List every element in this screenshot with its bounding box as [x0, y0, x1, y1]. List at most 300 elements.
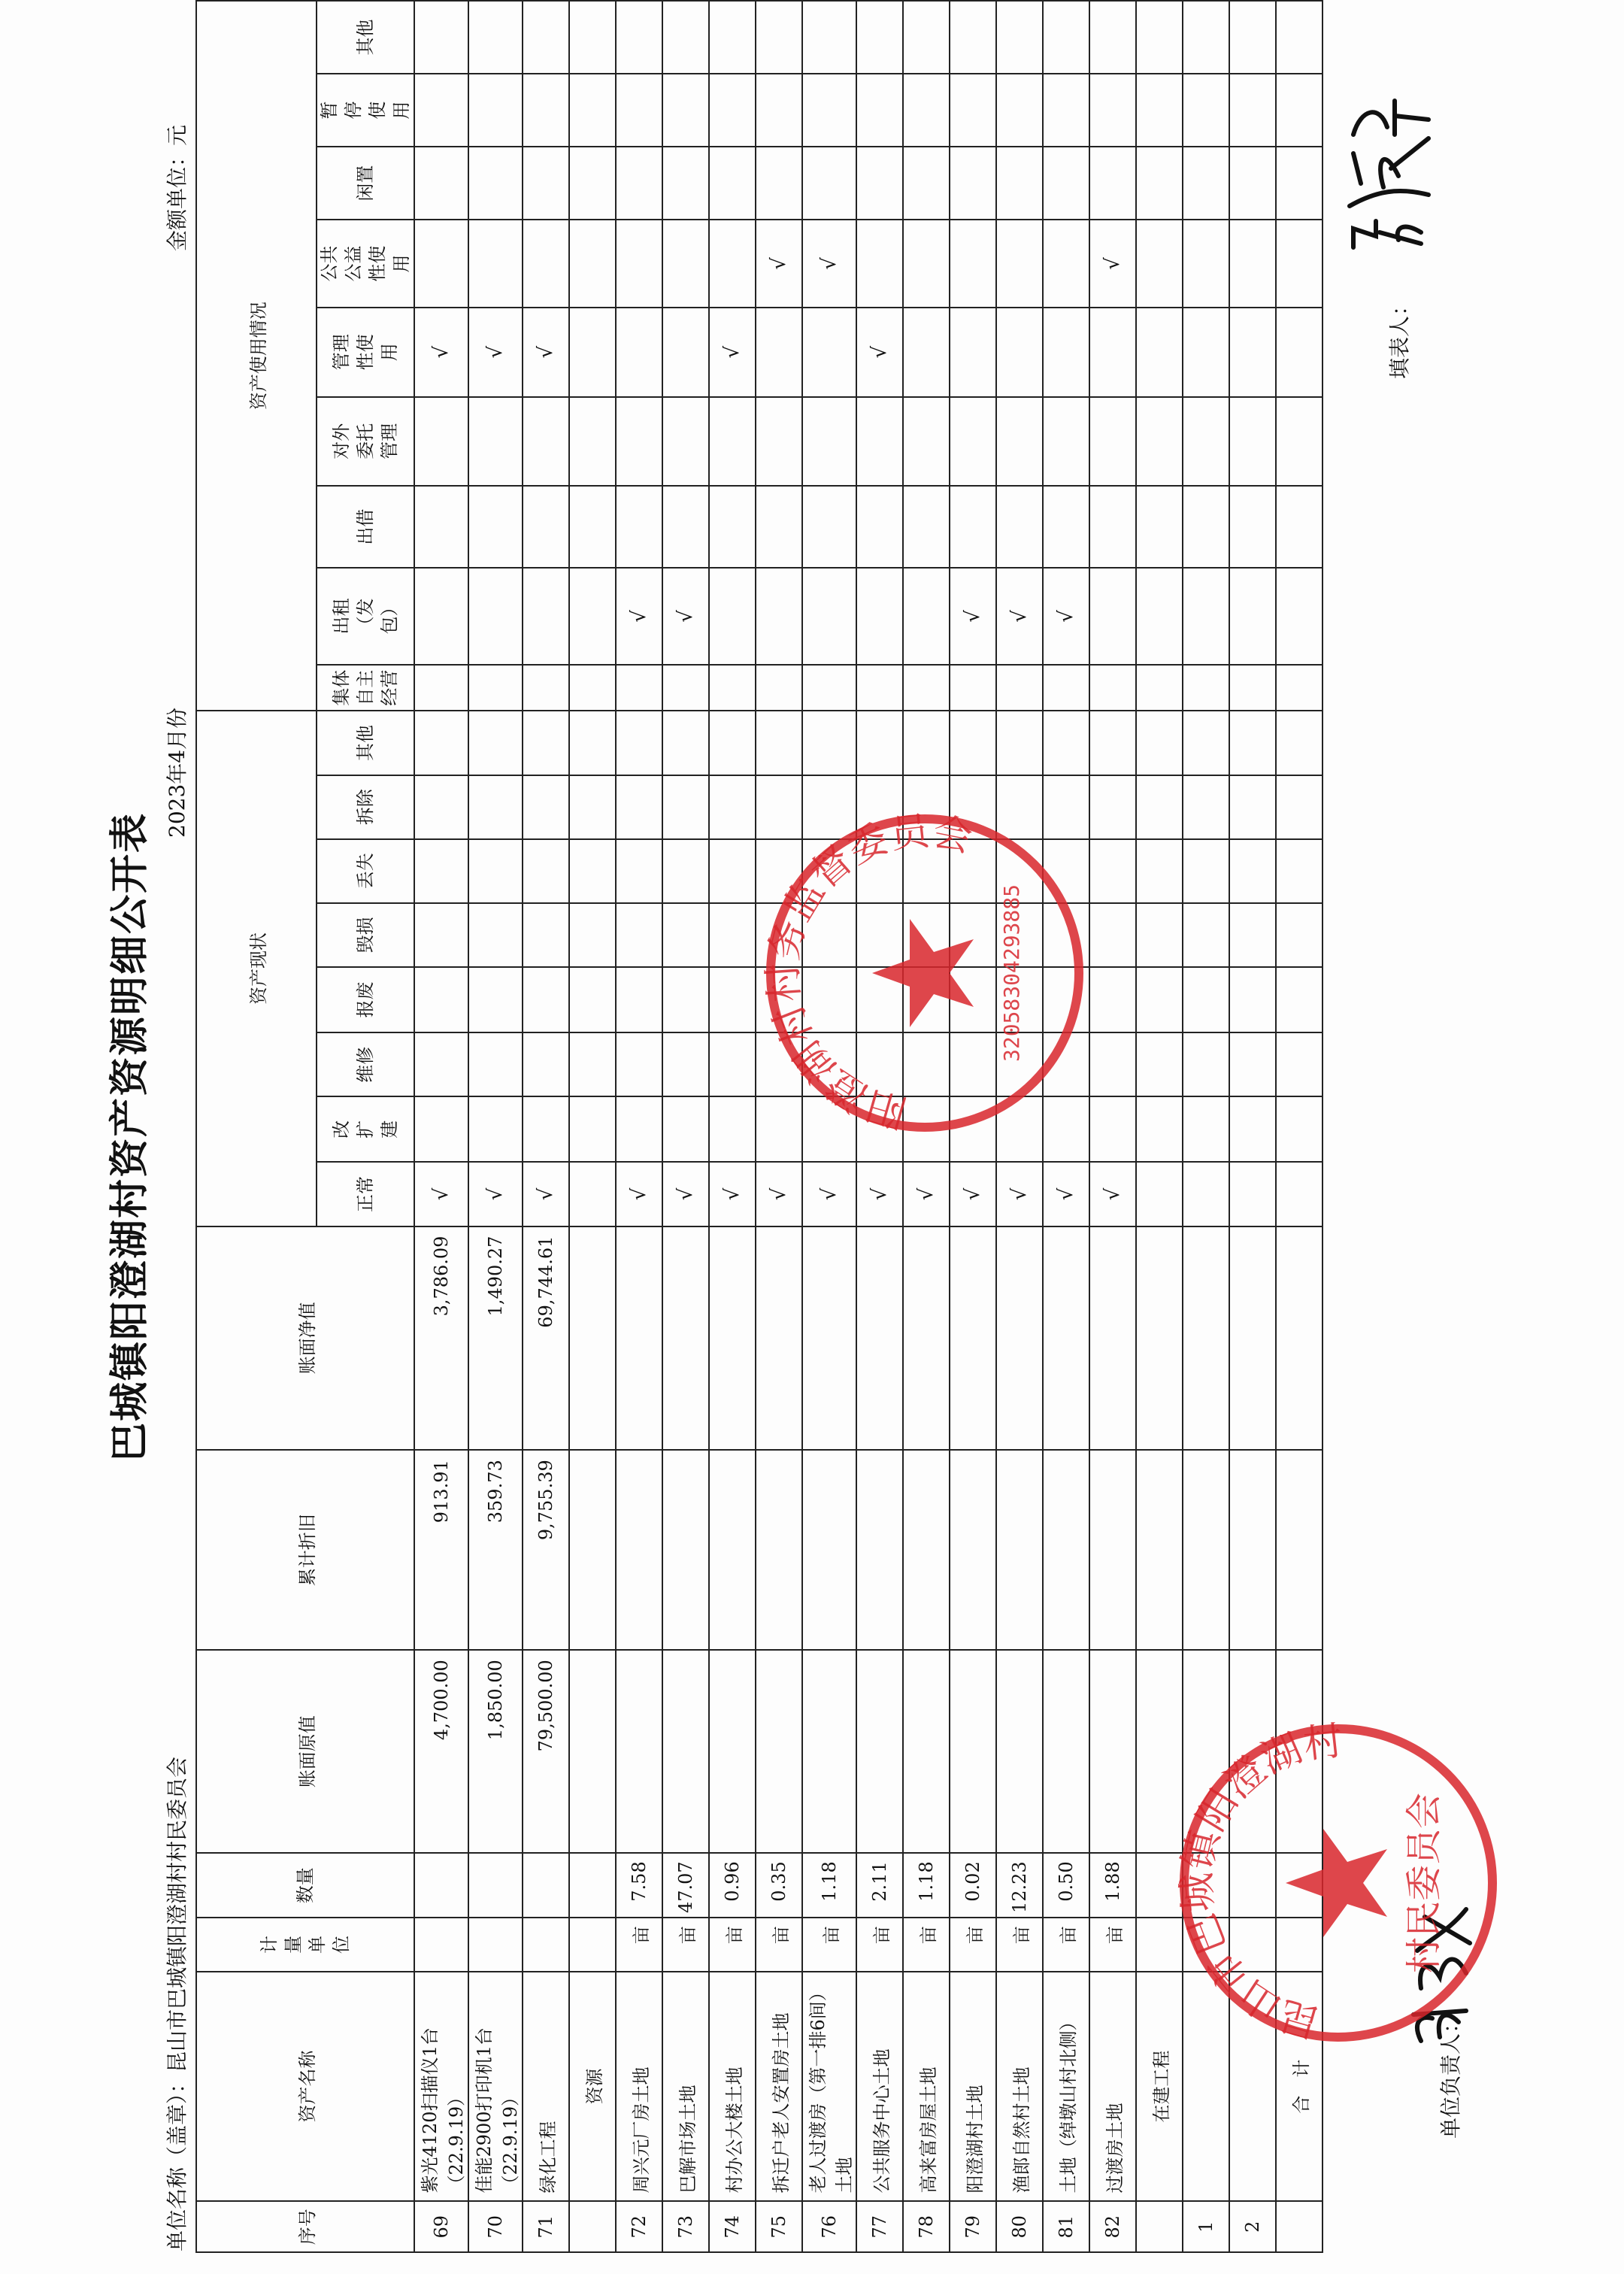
row-seq: 81 [1043, 2202, 1089, 2253]
row-usage-cell [756, 147, 802, 220]
header-status-4: 毁损 [317, 903, 414, 967]
row-usage-cell [616, 220, 662, 308]
row-usage-cell [1043, 1, 1089, 74]
row-status-cell [523, 839, 569, 903]
row-usage-cell [414, 74, 468, 147]
row-status-cell [468, 903, 523, 967]
row-status-cell [523, 903, 569, 967]
row-usage-cell [1089, 74, 1136, 147]
row-qty [523, 1853, 569, 1918]
row-original-value: 1,850.00 [468, 1650, 523, 1853]
row-status-cell [950, 711, 996, 775]
row-usage-cell [1136, 397, 1183, 487]
row-status-cell: √ [856, 1162, 903, 1226]
row-usage-cell [802, 486, 856, 568]
row-usage-cell [802, 147, 856, 220]
row-usage-cell [414, 568, 468, 665]
row-status-cell [709, 1096, 756, 1162]
row-usage-cell [1183, 74, 1229, 147]
row-usage-cell [756, 74, 802, 147]
svg-text:阳澄湖村村务监督委员会: 阳澄湖村村务监督委员会 [760, 808, 977, 1135]
table-row [616, 1, 662, 2252]
row-depreciation [569, 1450, 616, 1650]
unit-name: 单位名称（盖章）：昆山市巴城镇阳澄湖村村民委员会 [165, 1756, 189, 2251]
row-usage-cell [523, 665, 569, 711]
row-status-cell [414, 903, 468, 967]
row-status-cell: √ [1043, 1162, 1089, 1226]
row-unit [468, 1918, 523, 1971]
row-status-cell [414, 711, 468, 775]
row-seq: 78 [903, 2202, 950, 2253]
row-status-cell [1136, 839, 1183, 903]
header-usage-3: 对外 委托 管理 [317, 397, 414, 487]
row-status-cell [709, 711, 756, 775]
header-usage-4: 管理 性使 用 [317, 308, 414, 397]
row-usage-cell [662, 308, 709, 397]
row-usage-cell [1276, 568, 1323, 665]
row-usage-cell [1276, 220, 1323, 308]
row-status-cell: √ [468, 1162, 523, 1226]
row-seq: 76 [802, 2202, 856, 2253]
table-row [709, 1, 756, 2252]
row-status-cell [662, 839, 709, 903]
row-status-cell [1089, 711, 1136, 775]
row-usage-cell [1229, 220, 1276, 308]
row-status-cell: √ [523, 1162, 569, 1226]
row-status-cell [1276, 967, 1323, 1032]
row-status-cell [662, 1096, 709, 1162]
row-usage-cell: √ [414, 308, 468, 397]
row-status-cell [569, 967, 616, 1032]
row-name: 渔郎自然村土地 [996, 1972, 1043, 2202]
row-status-cell: √ [709, 1162, 756, 1226]
row-usage-cell [996, 486, 1043, 568]
row-usage-cell [950, 308, 996, 397]
row-original-value [856, 1650, 903, 1853]
row-usage-cell [616, 665, 662, 711]
row-usage-cell [1136, 147, 1183, 220]
row-usage-cell [1276, 1, 1323, 74]
row-original-value [903, 1650, 950, 1853]
row-qty: 2.11 [856, 1853, 903, 1918]
row-status-cell [569, 1096, 616, 1162]
row-status-cell: √ [903, 1162, 950, 1226]
row-usage-cell [1229, 308, 1276, 397]
row-status-cell [1183, 1096, 1229, 1162]
row-usage-cell [662, 397, 709, 487]
row-status-cell [569, 839, 616, 903]
row-name: 村办公大楼土地 [709, 1972, 756, 2202]
row-status-cell [1276, 1096, 1323, 1162]
row-name: 合 计 [1276, 1972, 1323, 2202]
row-usage-cell [903, 665, 950, 711]
row-usage-cell [950, 1, 996, 74]
row-status-cell [569, 1162, 616, 1226]
row-usage-cell: √ [662, 568, 709, 665]
row-usage-cell [1043, 74, 1089, 147]
row-name: 公共服务中心土地 [856, 1972, 903, 2202]
row-depreciation [996, 1450, 1043, 1650]
row-usage-cell [523, 486, 569, 568]
row-usage-cell [1089, 397, 1136, 487]
header-status-2: 维修 [317, 1032, 414, 1096]
header-status-1: 改 扩 建 [317, 1096, 414, 1162]
header-usage-6: 闲置 [317, 147, 414, 220]
row-usage-cell [1229, 147, 1276, 220]
leader-label: 单位负责人： [1438, 2012, 1463, 2139]
row-qty [569, 1853, 616, 1918]
row-net-value [756, 1226, 802, 1451]
row-usage-cell [468, 665, 523, 711]
row-usage-cell [1183, 568, 1229, 665]
row-usage-cell [1043, 220, 1089, 308]
filler-signature [1338, 93, 1436, 259]
row-unit: 亩 [709, 1918, 756, 1971]
row-usage-cell [569, 1, 616, 74]
row-status-cell [1276, 775, 1323, 839]
row-status-cell [1089, 903, 1136, 967]
row-original-value [569, 1650, 616, 1853]
row-depreciation [1183, 1450, 1229, 1650]
row-usage-cell [1183, 486, 1229, 568]
row-status-cell [1229, 1162, 1276, 1226]
row-status-cell [996, 711, 1043, 775]
row-status-cell: √ [950, 1162, 996, 1226]
row-net-value [1136, 1226, 1183, 1451]
row-status-cell [414, 1032, 468, 1096]
row-usage-cell [1276, 308, 1323, 397]
row-usage-cell [569, 74, 616, 147]
row-usage-cell [569, 220, 616, 308]
row-usage-cell [802, 308, 856, 397]
row-usage-cell: √ [996, 568, 1043, 665]
row-status-cell [468, 711, 523, 775]
row-usage-cell [802, 74, 856, 147]
row-usage-cell [414, 1, 468, 74]
row-usage-cell [709, 220, 756, 308]
row-usage-cell [1229, 397, 1276, 487]
row-usage-cell [903, 397, 950, 487]
row-status-cell [616, 903, 662, 967]
row-depreciation: 913.91 [414, 1450, 468, 1650]
row-usage-cell [1136, 220, 1183, 308]
row-usage-cell [756, 568, 802, 665]
row-usage-cell [414, 665, 468, 711]
row-name: 老人过渡房（第一排6间）土地 [802, 1972, 856, 2202]
row-name: 拆迁户老人安置房土地 [756, 1972, 802, 2202]
row-qty: 0.50 [1043, 1853, 1089, 1918]
row-name: 紫光4120扫描仪1台（22.9.19） [414, 1972, 468, 2202]
row-status-cell: √ [414, 1162, 468, 1226]
row-usage-cell [996, 308, 1043, 397]
row-usage-cell [523, 397, 569, 487]
row-usage-cell [1043, 308, 1089, 397]
row-original-value [996, 1650, 1043, 1853]
row-status-cell [569, 775, 616, 839]
row-status-cell [1229, 903, 1276, 967]
row-depreciation [1276, 1450, 1323, 1650]
report-period: 2023年4月份 [165, 707, 189, 838]
row-usage-cell [903, 486, 950, 568]
row-usage-cell [616, 147, 662, 220]
row-status-cell [1183, 967, 1229, 1032]
header-unit: 计 量 单 位 [196, 1918, 414, 1971]
row-usage-cell [856, 665, 903, 711]
row-depreciation [662, 1450, 709, 1650]
row-status-cell [569, 711, 616, 775]
row-status-cell [662, 711, 709, 775]
row-usage-cell [616, 397, 662, 487]
row-usage-cell: √ [616, 568, 662, 665]
row-usage-cell [1089, 665, 1136, 711]
row-net-value [802, 1226, 856, 1451]
row-usage-cell [996, 665, 1043, 711]
row-usage-cell [856, 220, 903, 308]
row-usage-cell [662, 665, 709, 711]
row-net-value [616, 1226, 662, 1451]
row-status-cell [1183, 775, 1229, 839]
row-status-cell [1183, 1162, 1229, 1226]
table-row [414, 1, 468, 2252]
row-usage-cell [1043, 665, 1089, 711]
row-net-value: 1,490.27 [468, 1226, 523, 1451]
row-seq: 69 [414, 2202, 468, 2253]
header-qty: 数量 [196, 1853, 414, 1918]
row-name: 高来富房屋土地 [903, 1972, 950, 2202]
row-unit [523, 1918, 569, 1971]
row-status-cell [1089, 775, 1136, 839]
row-net-value [856, 1226, 903, 1451]
page-title: 巴城镇阳澄湖村资产资源明细公开表 [107, 812, 153, 1463]
row-unit: 亩 [756, 1918, 802, 1971]
row-name: 绿化工程 [523, 1972, 569, 2202]
row-usage-cell [1136, 308, 1183, 397]
row-original-value: 4,700.00 [414, 1650, 468, 1853]
row-status-cell [1183, 903, 1229, 967]
row-usage-cell [903, 1, 950, 74]
row-usage-cell [1229, 74, 1276, 147]
row-seq: 71 [523, 2202, 569, 2253]
row-original-value [709, 1650, 756, 1853]
row-original-value [756, 1650, 802, 1853]
row-depreciation [856, 1450, 903, 1650]
row-depreciation: 9,755.39 [523, 1450, 569, 1650]
row-status-cell: √ [756, 1162, 802, 1226]
row-net-value [903, 1226, 950, 1451]
row-status-cell [523, 967, 569, 1032]
row-usage-cell [1183, 397, 1229, 487]
row-usage-cell [1276, 147, 1323, 220]
row-status-cell [414, 1096, 468, 1162]
row-net-value [996, 1226, 1043, 1451]
row-status-cell [1276, 839, 1323, 903]
row-usage-cell [616, 308, 662, 397]
row-usage-cell [468, 486, 523, 568]
row-usage-cell [756, 397, 802, 487]
row-usage-cell [1089, 568, 1136, 665]
row-seq: 79 [950, 2202, 996, 2253]
row-unit: 亩 [950, 1918, 996, 1971]
row-usage-cell [1183, 308, 1229, 397]
row-usage-cell: √ [468, 308, 523, 397]
row-usage-cell [414, 397, 468, 487]
row-depreciation [616, 1450, 662, 1650]
svg-text:昆山市巴城镇阳澄湖村: 昆山市巴城镇阳澄湖村 [1174, 1718, 1345, 2045]
row-unit: 亩 [1089, 1918, 1136, 1971]
row-usage-cell [1276, 397, 1323, 487]
row-unit: 亩 [1043, 1918, 1089, 1971]
row-usage-cell [1229, 568, 1276, 665]
row-usage-cell: √ [709, 308, 756, 397]
row-usage-cell [903, 308, 950, 397]
row-net-value [1043, 1226, 1089, 1451]
row-status-cell [1136, 1162, 1183, 1226]
row-net-value [1229, 1226, 1276, 1451]
row-seq: 1 [1183, 2202, 1229, 2253]
row-usage-cell: √ [756, 220, 802, 308]
row-status-cell [709, 839, 756, 903]
row-usage-cell [1136, 665, 1183, 711]
row-usage-cell [709, 1, 756, 74]
row-status-cell [1136, 1032, 1183, 1096]
row-status-cell [1183, 711, 1229, 775]
row-usage-cell [1136, 568, 1183, 665]
row-usage-cell [709, 665, 756, 711]
row-usage-cell [1183, 220, 1229, 308]
row-qty: 7.58 [616, 1853, 662, 1918]
row-status-cell [468, 839, 523, 903]
row-usage-cell [709, 147, 756, 220]
row-original-value [1043, 1650, 1089, 1853]
row-net-value: 3,786.09 [414, 1226, 468, 1451]
row-usage-cell [1183, 147, 1229, 220]
row-usage-cell [523, 220, 569, 308]
row-usage-cell [1183, 665, 1229, 711]
row-status-cell [1136, 1096, 1183, 1162]
row-status-cell [1229, 775, 1276, 839]
row-status-cell [903, 711, 950, 775]
header-status-5: 丢失 [317, 839, 414, 903]
row-status-cell [468, 1032, 523, 1096]
row-usage-cell [756, 665, 802, 711]
row-usage-cell: √ [802, 220, 856, 308]
row-status-cell [1276, 903, 1323, 967]
row-original-value: 79,500.00 [523, 1650, 569, 1853]
row-original-value [1089, 1650, 1136, 1853]
row-original-value [662, 1650, 709, 1853]
row-usage-cell [1089, 147, 1136, 220]
row-usage-cell: √ [950, 568, 996, 665]
row-status-cell [414, 839, 468, 903]
row-depreciation [802, 1450, 856, 1650]
row-status-cell [1229, 967, 1276, 1032]
header-status-7: 其他 [317, 711, 414, 775]
row-net-value [709, 1226, 756, 1451]
row-usage-cell: √ [856, 308, 903, 397]
row-usage-cell [468, 1, 523, 74]
row-status-cell [1276, 1032, 1323, 1096]
row-usage-cell [756, 308, 802, 397]
row-status-cell [662, 1032, 709, 1096]
row-usage-cell [662, 147, 709, 220]
row-usage-cell [950, 665, 996, 711]
row-usage-cell [662, 1, 709, 74]
row-usage-cell [1089, 308, 1136, 397]
row-seq [1136, 2202, 1183, 2253]
row-seq: 75 [756, 2202, 802, 2253]
row-qty [414, 1853, 468, 1918]
row-usage-cell [856, 147, 903, 220]
row-status-cell [616, 1096, 662, 1162]
row-usage-cell [856, 486, 903, 568]
row-name: 土地（绰墩山村北侧） [1043, 1972, 1089, 2202]
row-usage-cell [903, 147, 950, 220]
row-status-cell [662, 903, 709, 967]
row-status-cell [1229, 711, 1276, 775]
row-depreciation [950, 1450, 996, 1650]
header-net-value: 账面净值 [196, 1226, 414, 1451]
row-seq: 2 [1229, 2202, 1276, 2253]
row-name: 周兴元厂房土地 [616, 1972, 662, 2202]
row-net-value: 69,744.61 [523, 1226, 569, 1451]
row-usage-cell [569, 397, 616, 487]
table-row [523, 1, 569, 2252]
header-seq: 序号 [196, 2202, 414, 2253]
row-status-cell: √ [616, 1162, 662, 1226]
row-status-cell [756, 711, 802, 775]
row-status-cell: √ [662, 1162, 709, 1226]
row-status-cell [414, 967, 468, 1032]
row-status-cell [1183, 1032, 1229, 1096]
row-usage-cell [1043, 397, 1089, 487]
row-unit: 亩 [662, 1918, 709, 1971]
row-usage-cell [996, 220, 1043, 308]
table-row [662, 1, 709, 2252]
row-usage-cell [569, 147, 616, 220]
row-usage-cell [523, 1, 569, 74]
row-usage-cell [756, 1, 802, 74]
row-usage-cell [903, 568, 950, 665]
row-usage-cell [1136, 1, 1183, 74]
row-qty: 47.07 [662, 1853, 709, 1918]
header-name: 资产名称 [196, 1972, 414, 2202]
row-unit: 亩 [996, 1918, 1043, 1971]
row-status-cell [856, 711, 903, 775]
row-usage-cell [996, 74, 1043, 147]
row-status-cell: √ [996, 1162, 1043, 1226]
row-usage-cell [1229, 1, 1276, 74]
row-status-cell [569, 903, 616, 967]
row-usage-cell [950, 397, 996, 487]
row-usage-cell [996, 147, 1043, 220]
row-usage-cell [950, 147, 996, 220]
row-usage-cell [1089, 1, 1136, 74]
header-status-6: 拆除 [317, 775, 414, 839]
row-status-cell [1183, 839, 1229, 903]
row-status-cell [468, 1096, 523, 1162]
row-usage-cell [856, 1, 903, 74]
row-usage-cell [903, 74, 950, 147]
row-seq [1276, 2202, 1323, 2253]
row-usage-cell [414, 147, 468, 220]
row-status-cell [1229, 1096, 1276, 1162]
row-status-cell [709, 967, 756, 1032]
row-depreciation [1229, 1450, 1276, 1650]
row-usage-cell [1183, 1, 1229, 74]
row-usage-cell [802, 568, 856, 665]
row-qty: 0.96 [709, 1853, 756, 1918]
row-status-cell [1136, 775, 1183, 839]
